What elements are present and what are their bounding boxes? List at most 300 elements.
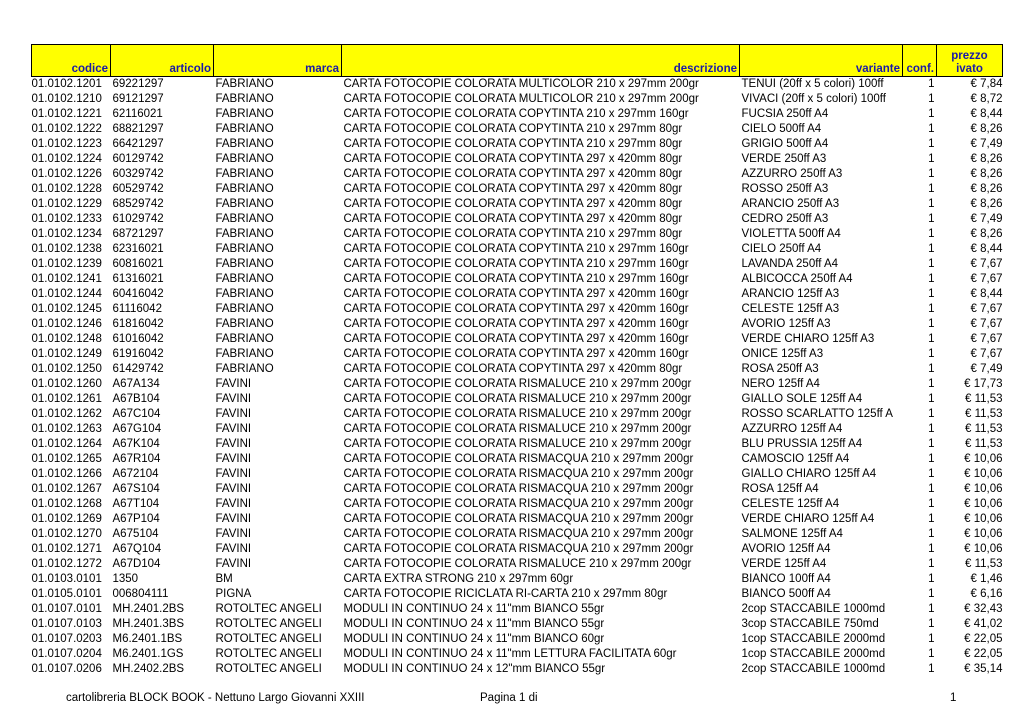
cell-variante: CAMOSCIO 125ff A4 — [741, 453, 850, 465]
header-variante: variante — [740, 45, 903, 77]
cell-codice: 01.0102.1229 — [31, 198, 102, 210]
cell-prezzo: € 10,06 — [964, 483, 1003, 495]
cell-conf: 1 — [928, 648, 935, 660]
cell-descrizione: CARTA FOTOCOPIE COLORATA RISMACQUA 210 x 297mm 200gr — [343, 453, 694, 465]
cell-codice: 01.0102.1260 — [31, 378, 102, 390]
cell-descrizione: CARTA EXTRA STRONG 210 x 297mm 60gr — [343, 573, 574, 585]
cell-prezzo: € 8,44 — [970, 108, 1003, 120]
table-row — [32, 92, 1003, 107]
cell-prezzo: € 11,53 — [964, 423, 1003, 435]
table-row — [32, 122, 1003, 137]
table-row — [32, 602, 1003, 617]
cell-marca: FAVINI — [215, 438, 252, 450]
cell-prezzo: € 10,06 — [964, 498, 1003, 510]
cell-prezzo: € 7,67 — [970, 333, 1003, 345]
cell-descrizione: CARTA FOTOCOPIE COLORATA COPYTINTA 297 x 420mm 80gr — [343, 168, 683, 180]
cell-codice: 01.0102.1228 — [31, 183, 102, 195]
cell-articolo: 006804111 — [112, 588, 169, 600]
cell-articolo: 60129742 — [112, 153, 164, 165]
table-row — [32, 272, 1003, 287]
cell-prezzo: € 11,53 — [964, 408, 1003, 420]
cell-articolo: 61116042 — [112, 303, 162, 315]
cell-variante: ROSA 250ff A3 — [741, 363, 819, 375]
cell-articolo: MH.2401.2BS — [112, 603, 185, 615]
cell-descrizione: CARTA FOTOCOPIE RICICLATA RI-CARTA 210 x 297mm 80gr — [343, 588, 668, 600]
cell-articolo: A67G104 — [112, 423, 162, 435]
cell-marca: FAVINI — [215, 378, 252, 390]
price-list-table — [31, 44, 1003, 677]
cell-articolo: 68821297 — [112, 123, 164, 135]
cell-variante: ROSSO SCARLATTO 125ff A — [741, 408, 893, 420]
header-prezzo-line2: ivato — [956, 63, 983, 75]
table-row — [32, 107, 1003, 122]
cell-descrizione: CARTA FOTOCOPIE COLORATA RISMALUCE 210 x 297mm 200gr — [343, 408, 692, 420]
cell-descrizione: CARTA FOTOCOPIE COLORATA RISMACQUA 210 x 297mm 200gr — [343, 528, 694, 540]
cell-articolo: 60529742 — [112, 183, 164, 195]
cell-conf: 1 — [928, 603, 935, 615]
table-row — [32, 317, 1003, 332]
cell-conf: 1 — [928, 348, 935, 360]
cell-articolo: A67B104 — [112, 393, 160, 405]
cell-conf: 1 — [928, 183, 935, 195]
cell-prezzo: € 8,26 — [970, 183, 1003, 195]
cell-codice: 01.0102.1221 — [31, 108, 102, 120]
cell-conf: 1 — [928, 573, 935, 585]
cell-descrizione: CARTA FOTOCOPIE COLORATA COPYTINTA 297 x 420mm 160gr — [343, 303, 689, 315]
cell-descrizione: CARTA FOTOCOPIE COLORATA COPYTINTA 297 x 420mm 80gr — [343, 153, 683, 165]
table-row — [32, 437, 1003, 452]
cell-variante: 1cop STACCABILE 2000md — [741, 633, 886, 645]
cell-variante: ROSSO 250ff A3 — [741, 183, 829, 195]
cell-marca: FAVINI — [215, 468, 252, 480]
cell-articolo: A67T104 — [112, 498, 160, 510]
cell-prezzo: € 8,26 — [970, 168, 1003, 180]
cell-conf: 1 — [928, 273, 935, 285]
cell-prezzo: € 11,53 — [964, 558, 1003, 570]
cell-articolo: 69121297 — [112, 93, 164, 105]
table-row — [32, 557, 1003, 572]
table-row — [32, 497, 1003, 512]
cell-variante: NERO 125ff A4 — [741, 378, 820, 390]
cell-descrizione: CARTA FOTOCOPIE COLORATA COPYTINTA 210 x 297mm 160gr — [343, 273, 689, 285]
cell-descrizione: CARTA FOTOCOPIE COLORATA RISMACQUA 210 x 297mm 200gr — [343, 543, 694, 555]
cell-codice: 01.0102.1270 — [31, 528, 102, 540]
cell-prezzo: € 22,05 — [964, 633, 1003, 645]
table-header — [32, 45, 1003, 77]
cell-codice: 01.0102.1244 — [31, 288, 102, 300]
cell-conf: 1 — [928, 528, 935, 540]
cell-descrizione: CARTA FOTOCOPIE COLORATA COPYTINTA 297 x 420mm 80gr — [343, 213, 683, 225]
table-body — [32, 77, 1003, 678]
cell-marca: FAVINI — [215, 453, 252, 465]
cell-prezzo: € 10,06 — [964, 543, 1003, 555]
cell-codice: 01.0107.0204 — [31, 648, 102, 660]
cell-articolo: 62316021 — [112, 243, 164, 255]
cell-codice: 01.0102.1210 — [31, 93, 102, 105]
cell-codice: 01.0102.1224 — [31, 153, 102, 165]
cell-codice: 01.0102.1245 — [31, 303, 102, 315]
cell-variante: GIALLO SOLE 125ff A4 — [741, 393, 863, 405]
cell-prezzo: € 8,26 — [970, 123, 1003, 135]
cell-prezzo: € 7,67 — [970, 273, 1003, 285]
table-row — [32, 167, 1003, 182]
table-row — [32, 152, 1003, 167]
cell-conf: 1 — [928, 498, 935, 510]
cell-marca: FABRIANO — [215, 153, 274, 165]
cell-descrizione: MODULI IN CONTINUO 24 x 11"mm BIANCO 55gr — [343, 603, 605, 615]
cell-descrizione: MODULI IN CONTINUO 24 x 12"mm BIANCO 55gr — [343, 663, 606, 675]
cell-articolo: 60816021 — [112, 258, 164, 270]
table-row — [32, 302, 1003, 317]
cell-marca: FABRIANO — [215, 138, 274, 150]
cell-conf: 1 — [928, 663, 935, 675]
table-row — [32, 512, 1003, 527]
cell-articolo: A67C104 — [112, 408, 161, 420]
cell-articolo: A67D104 — [112, 558, 161, 570]
cell-codice: 01.0102.1248 — [31, 333, 102, 345]
cell-conf: 1 — [928, 468, 935, 480]
table-row — [32, 662, 1003, 677]
header-descrizione: descrizione — [342, 45, 740, 77]
cell-articolo: 61429742 — [112, 363, 164, 375]
cell-conf: 1 — [928, 633, 935, 645]
cell-codice: 01.0102.1267 — [31, 483, 102, 495]
cell-codice: 01.0102.1262 — [31, 408, 102, 420]
cell-descrizione: CARTA FOTOCOPIE COLORATA COPYTINTA 210 x 297mm 160gr — [343, 108, 689, 120]
cell-articolo: M6.2401.1GS — [112, 648, 184, 660]
cell-prezzo: € 7,49 — [970, 363, 1003, 375]
cell-descrizione: CARTA FOTOCOPIE COLORATA RISMACQUA 210 x 297mm 200gr — [343, 483, 694, 495]
cell-descrizione: CARTA FOTOCOPIE COLORATA RISMACQUA 210 x 297mm 200gr — [343, 498, 694, 510]
cell-marca: FAVINI — [215, 423, 252, 435]
footer-shop-name: cartolibreria BLOCK BOOK - Nettuno Largo Giovanni XXIII — [66, 692, 365, 704]
cell-descrizione: MODULI IN CONTINUO 24 x 11"mm LETTURA FACILITATA 60gr — [343, 648, 677, 660]
cell-conf: 1 — [928, 333, 935, 345]
cell-articolo: A67Q104 — [112, 543, 162, 555]
cell-codice: 01.0102.1268 — [31, 498, 102, 510]
cell-articolo: 68529742 — [112, 198, 164, 210]
cell-marca: FABRIANO — [215, 78, 274, 90]
cell-variante: BLU PRUSSIA 125ff A4 — [741, 438, 863, 450]
cell-variante: ARANCIO 125ff A3 — [741, 288, 840, 300]
cell-variante: LAVANDA 250ff A4 — [741, 258, 839, 270]
table-row — [32, 137, 1003, 152]
cell-codice: 01.0107.0103 — [31, 618, 102, 630]
cell-articolo: 61916042 — [112, 348, 164, 360]
cell-variante: CELESTE 125ff A4 — [741, 498, 840, 510]
cell-variante: VIOLETTA 500ff A4 — [741, 228, 841, 240]
cell-marca: ROTOLTEC ANGELI — [215, 648, 322, 660]
cell-variante: AZZURRO 250ff A3 — [741, 168, 843, 180]
table-row — [32, 362, 1003, 377]
cell-conf: 1 — [928, 123, 935, 135]
cell-marca: FAVINI — [215, 483, 252, 495]
cell-descrizione: CARTA FOTOCOPIE COLORATA COPYTINTA 210 x 297mm 80gr — [343, 138, 683, 150]
cell-prezzo: € 10,06 — [964, 528, 1003, 540]
cell-prezzo: € 7,67 — [970, 318, 1003, 330]
cell-prezzo: € 10,06 — [964, 453, 1003, 465]
cell-variante: VERDE CHIARO 125ff A3 — [741, 333, 875, 345]
cell-articolo: 61316021 — [112, 273, 164, 285]
cell-articolo: 68721297 — [112, 228, 164, 240]
cell-descrizione: CARTA FOTOCOPIE COLORATA COPYTINTA 210 x 297mm 80gr — [343, 123, 683, 135]
cell-codice: 01.0102.1266 — [31, 468, 102, 480]
cell-conf: 1 — [928, 288, 935, 300]
cell-conf: 1 — [928, 138, 935, 150]
cell-marca: FAVINI — [215, 558, 252, 570]
cell-articolo: 1350 — [112, 573, 139, 585]
table-row — [32, 467, 1003, 482]
cell-marca: PIGNA — [215, 588, 252, 600]
cell-prezzo: € 32,43 — [964, 603, 1003, 615]
header-codice: codice — [32, 45, 111, 77]
cell-articolo: A67K104 — [112, 438, 160, 450]
cell-prezzo: € 41,02 — [964, 618, 1003, 630]
cell-variante: VERDE 250ff A3 — [741, 153, 827, 165]
table-row — [32, 257, 1003, 272]
cell-variante: VIVACI (20ff x 5 colori) 100ff — [741, 93, 886, 105]
table-row — [32, 482, 1003, 497]
cell-codice: 01.0102.1234 — [31, 228, 102, 240]
cell-descrizione: CARTA FOTOCOPIE COLORATA COPYTINTA 297 x 420mm 80gr — [343, 198, 683, 210]
cell-prezzo: € 7,84 — [970, 78, 1003, 90]
cell-marca: FABRIANO — [215, 258, 274, 270]
cell-variante: GRIGIO 500ff A4 — [741, 138, 829, 150]
cell-codice: 01.0102.1201 — [31, 78, 102, 90]
cell-codice: 01.0102.1239 — [31, 258, 102, 270]
cell-articolo: 66421297 — [112, 138, 164, 150]
cell-marca: FABRIANO — [215, 213, 274, 225]
cell-marca: FABRIANO — [215, 288, 274, 300]
cell-descrizione: CARTA FOTOCOPIE COLORATA MULTICOLOR 210 x 297mm 200gr — [343, 93, 699, 105]
cell-descrizione: CARTA FOTOCOPIE COLORATA RISMACQUA 210 x 297mm 200gr — [343, 468, 694, 480]
header-prezzo-ivato — [937, 45, 1003, 77]
cell-conf: 1 — [928, 438, 935, 450]
table-row — [32, 212, 1003, 227]
cell-codice: 01.0102.1272 — [31, 558, 102, 570]
table-row — [32, 632, 1003, 647]
cell-variante: AZZURRO 125ff A4 — [741, 423, 843, 435]
cell-marca: FABRIANO — [215, 123, 274, 135]
cell-prezzo: € 11,53 — [964, 438, 1003, 450]
table-row — [32, 527, 1003, 542]
cell-marca: FABRIANO — [215, 168, 274, 180]
cell-conf: 1 — [928, 543, 935, 555]
footer-page-label: Pagina 1 di — [480, 692, 538, 704]
cell-articolo: A67R104 — [112, 453, 161, 465]
cell-marca: FAVINI — [215, 498, 252, 510]
cell-variante: GIALLO CHIARO 125ff A4 — [741, 468, 877, 480]
cell-conf: 1 — [928, 78, 935, 90]
cell-marca: FABRIANO — [215, 243, 274, 255]
cell-marca: FABRIANO — [215, 318, 274, 330]
cell-descrizione: CARTA FOTOCOPIE COLORATA RISMALUCE 210 x 297mm 200gr — [343, 378, 692, 390]
cell-descrizione: MODULI IN CONTINUO 24 x 11"mm BIANCO 55gr — [343, 618, 605, 630]
cell-conf: 1 — [928, 93, 935, 105]
cell-conf: 1 — [928, 393, 935, 405]
cell-prezzo: € 8,44 — [970, 243, 1003, 255]
cell-conf: 1 — [928, 513, 935, 525]
cell-descrizione: CARTA FOTOCOPIE COLORATA RISMALUCE 210 x 297mm 200gr — [343, 393, 692, 405]
cell-prezzo: € 8,72 — [970, 93, 1003, 105]
footer-page-total: 1 — [950, 692, 957, 704]
cell-marca: ROTOLTEC ANGELI — [215, 618, 322, 630]
cell-descrizione: CARTA FOTOCOPIE COLORATA MULTICOLOR 210 x 297mm 200gr — [343, 78, 699, 90]
cell-variante: BIANCO 100ff A4 — [741, 573, 831, 585]
cell-variante: BIANCO 500ff A4 — [741, 588, 831, 600]
cell-codice: 01.0105.0101 — [31, 588, 102, 600]
cell-conf: 1 — [928, 228, 935, 240]
cell-codice: 01.0102.1246 — [31, 318, 102, 330]
cell-articolo: MH.2401.3BS — [112, 618, 185, 630]
cell-prezzo: € 6,16 — [970, 588, 1003, 600]
table-row — [32, 77, 1003, 93]
cell-prezzo: € 11,53 — [964, 393, 1003, 405]
cell-marca: FABRIANO — [215, 273, 274, 285]
cell-marca: ROTOLTEC ANGELI — [215, 663, 322, 675]
cell-descrizione: CARTA FOTOCOPIE COLORATA RISMALUCE 210 x 297mm 200gr — [343, 423, 692, 435]
cell-marca: FABRIANO — [215, 198, 274, 210]
cell-prezzo: € 1,46 — [970, 573, 1003, 585]
table-row — [32, 182, 1003, 197]
cell-codice: 01.0102.1265 — [31, 453, 102, 465]
cell-codice: 01.0102.1223 — [31, 138, 102, 150]
table-row — [32, 542, 1003, 557]
table-row — [32, 347, 1003, 362]
cell-conf: 1 — [928, 558, 935, 570]
cell-codice: 01.0102.1238 — [31, 243, 102, 255]
cell-articolo: 61816042 — [112, 318, 164, 330]
cell-codice: 01.0102.1261 — [31, 393, 102, 405]
cell-conf: 1 — [928, 483, 935, 495]
cell-marca: FAVINI — [215, 393, 252, 405]
cell-prezzo: € 7,49 — [970, 138, 1003, 150]
cell-articolo: 61029742 — [112, 213, 164, 225]
cell-marca: FABRIANO — [215, 93, 274, 105]
cell-articolo: A675104 — [112, 528, 159, 540]
cell-articolo: 61016042 — [112, 333, 164, 345]
cell-conf: 1 — [928, 168, 935, 180]
cell-prezzo: € 7,67 — [970, 348, 1003, 360]
cell-descrizione: CARTA FOTOCOPIE COLORATA COPYTINTA 210 x 297mm 80gr — [343, 228, 683, 240]
table-row — [32, 287, 1003, 302]
cell-codice: 01.0107.0203 — [31, 633, 102, 645]
cell-articolo: A67A134 — [112, 378, 160, 390]
table-row — [32, 197, 1003, 212]
cell-descrizione: CARTA FOTOCOPIE COLORATA COPYTINTA 297 x 420mm 160gr — [343, 288, 689, 300]
table-row — [32, 587, 1003, 602]
header-conf: conf. — [903, 45, 937, 77]
cell-conf: 1 — [928, 153, 935, 165]
cell-conf: 1 — [928, 378, 935, 390]
cell-descrizione: CARTA FOTOCOPIE COLORATA COPYTINTA 297 x 420mm 160gr — [343, 333, 689, 345]
cell-prezzo: € 7,49 — [970, 213, 1003, 225]
cell-codice: 01.0107.0206 — [31, 663, 102, 675]
cell-codice: 01.0102.1263 — [31, 423, 102, 435]
cell-variante: 3cop STACCABILE 750md — [741, 618, 879, 630]
header-articolo: articolo — [111, 45, 214, 77]
cell-codice: 01.0102.1271 — [31, 543, 102, 555]
cell-articolo: 60329742 — [112, 168, 164, 180]
cell-marca: FABRIANO — [215, 303, 274, 315]
cell-descrizione: CARTA FOTOCOPIE COLORATA COPYTINTA 297 x 420mm 80gr — [343, 183, 683, 195]
cell-prezzo: € 22,05 — [964, 648, 1003, 660]
cell-prezzo: € 8,44 — [970, 288, 1003, 300]
cell-variante: CELESTE 125ff A3 — [741, 303, 840, 315]
cell-variante: CEDRO 250ff A3 — [741, 213, 829, 225]
cell-variante: FUCSIA 250ff A4 — [741, 108, 829, 120]
cell-marca: ROTOLTEC ANGELI — [215, 603, 322, 615]
cell-articolo: A672104 — [112, 468, 159, 480]
table-row — [32, 422, 1003, 437]
cell-variante: VERDE CHIARO 125ff A4 — [741, 513, 875, 525]
cell-variante: VERDE 125ff A4 — [741, 558, 827, 570]
table-row — [32, 242, 1003, 257]
cell-articolo: 60416042 — [112, 288, 164, 300]
cell-codice: 01.0103.0101 — [31, 573, 102, 585]
header-prezzo-line1: prezzo — [951, 50, 988, 62]
cell-conf: 1 — [928, 303, 935, 315]
cell-variante: SALMONE 125ff A4 — [741, 528, 843, 540]
cell-marca: FABRIANO — [215, 348, 274, 360]
cell-codice: 01.0102.1250 — [31, 363, 102, 375]
cell-variante: ARANCIO 250ff A3 — [741, 198, 840, 210]
cell-prezzo: € 8,26 — [970, 198, 1003, 210]
cell-descrizione: CARTA FOTOCOPIE COLORATA RISMALUCE 210 x 297mm 200gr — [343, 438, 692, 450]
cell-articolo: A67P104 — [112, 513, 160, 525]
cell-articolo: 62116021 — [112, 108, 163, 120]
cell-prezzo: € 10,06 — [964, 468, 1003, 480]
cell-descrizione: MODULI IN CONTINUO 24 x 11"mm BIANCO 60gr — [343, 633, 605, 645]
table-row — [32, 452, 1003, 467]
table-row — [32, 392, 1003, 407]
cell-variante: 2cop STACCABILE 1000md — [741, 663, 886, 675]
cell-descrizione: CARTA FOTOCOPIE COLORATA RISMALUCE 210 x 297mm 200gr — [343, 558, 692, 570]
cell-codice: 01.0102.1222 — [31, 123, 102, 135]
cell-articolo: 69221297 — [112, 78, 164, 90]
cell-variante: CIELO 500ff A4 — [741, 123, 822, 135]
cell-codice: 01.0102.1269 — [31, 513, 102, 525]
cell-variante: CIELO 250ff A4 — [741, 243, 822, 255]
cell-conf: 1 — [928, 108, 935, 120]
cell-marca: FABRIANO — [215, 228, 274, 240]
cell-descrizione: CARTA FOTOCOPIE COLORATA COPYTINTA 210 x 297mm 160gr — [343, 258, 689, 270]
cell-articolo: A67S104 — [112, 483, 160, 495]
cell-prezzo: € 17,73 — [964, 378, 1003, 390]
table-row — [32, 377, 1003, 392]
cell-descrizione: CARTA FOTOCOPIE COLORATA COPYTINTA 297 x 420mm 80gr — [343, 363, 683, 375]
table-row — [32, 617, 1003, 632]
cell-descrizione: CARTA FOTOCOPIE COLORATA RISMACQUA 210 x 297mm 200gr — [343, 513, 694, 525]
cell-marca: FAVINI — [215, 543, 252, 555]
cell-marca: BM — [215, 573, 233, 585]
cell-prezzo: € 7,67 — [970, 303, 1003, 315]
cell-variante: ROSA 125ff A4 — [741, 483, 819, 495]
cell-variante: ALBICOCCA 250ff A4 — [741, 273, 853, 285]
cell-variante: AVORIO 125ff A3 — [741, 318, 831, 330]
cell-marca: FABRIANO — [215, 108, 274, 120]
cell-codice: 01.0102.1249 — [31, 348, 102, 360]
cell-prezzo: € 8,26 — [970, 153, 1003, 165]
cell-articolo: MH.2402.2BS — [112, 663, 185, 675]
cell-prezzo: € 8,26 — [970, 228, 1003, 240]
cell-variante: ONICE 125ff A3 — [741, 348, 824, 360]
cell-prezzo: € 35,14 — [964, 663, 1003, 675]
table-row — [32, 647, 1003, 662]
cell-marca: FAVINI — [215, 528, 252, 540]
table-row — [32, 572, 1003, 587]
cell-conf: 1 — [928, 453, 935, 465]
